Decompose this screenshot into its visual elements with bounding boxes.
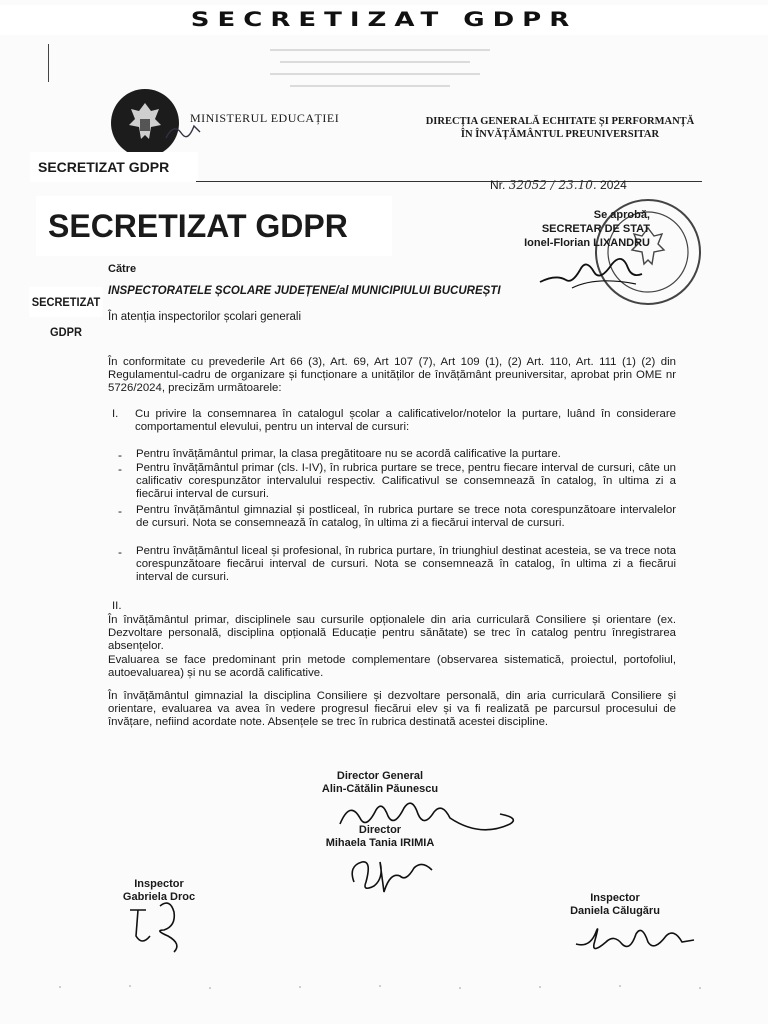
attention-line: În atenția inspectorilor școlari generali (108, 311, 302, 323)
approval-line-3: Ionel-Florian LIXANDRU (524, 237, 650, 249)
section-1-heading: Cu privire la consemnarea în catalogul școlar a calificativelor/notelor la purtare, luând în considerare comportamentul elevului, pentru un interval de cursuri: (135, 408, 676, 433)
gdpr-redaction-banner: SECRETIZAT GDPR (0, 5, 768, 35)
director-general-block (300, 770, 460, 796)
inspector-1-title: Inspector (134, 878, 184, 890)
director-general-name: Alin-Cătălin Păunescu (321, 783, 439, 795)
nr-label: Nr. (490, 178, 506, 192)
section-2-text-1: În învățământul primar, disciplinele sau cursurile opționalele din aria curriculară Consiliere și orientare (ex. Dezvoltare personală, disciplina opțională Educație pentru sănătate) se trec în catalog pentru înregistrarea absențelor. (108, 614, 676, 652)
director-name: Mihaela Tania IRIMIA (325, 837, 435, 849)
nr-value: 32052 / 23.10. (508, 178, 597, 192)
bleed-through-text (270, 44, 500, 90)
gdpr-stamp-small: SECRETIZAT GDPR (30, 152, 198, 182)
ministry-name: MINISTERUL EDUCAȚIEI (190, 111, 340, 125)
section-2-text-2: Evaluarea se face predominant prin metode complementare (observarea sistematică, proiectul, portofoliul, autoevaluarea) și nu se acordă calificative. (108, 654, 676, 679)
list-item: Pentru învățământul liceal și profesional, în rubrica purtare, în triunghiul destinat acesteia, se va trece nota corespunzătoare fiecărui interval de cursuri. Nota se consemnează în catalog, în ultima zi a fiecărui interval de cursuri. (136, 545, 676, 583)
approval-line-1: Se aprobă, (593, 209, 650, 221)
bullet-dash: - (118, 545, 122, 559)
intro-text: În conformitate cu prevederile Art 66 (3), Art. 69, Art 107 (7), Art 109 (1), (2) Art. 110, Art. 111 (1) (2) din Regulamentul-cadru de organizare și funcționare a unităților de învățământ preuniversitar, aprobat prin OME nr 5726/2024, precizăm următoarele: (108, 356, 676, 394)
inspector-2-name: Daniela Călugăru (570, 905, 660, 917)
approval-line-2: SECRETAR DE STAT (541, 223, 650, 235)
inspector-2-signature (570, 914, 700, 962)
section-2-paragraph-3 (108, 690, 676, 729)
list-item: Pentru învățământul primar, la clasa pregătitoare nu se acordă calificative la purtare. (136, 448, 561, 460)
bullet-dash: - (118, 504, 122, 518)
directorate-line-2: ÎN ÎNVĂȚĂMÂNTUL PREUNIVERSITAR (460, 129, 660, 140)
director-title: Director (358, 824, 402, 836)
inspector-2-title: Inspector (590, 892, 640, 904)
directorate-line-1: DIRECȚIA GENERALĂ ECHITATE ȘI PERFORMANȚĂ (425, 116, 695, 127)
director-block (300, 824, 460, 850)
intro-paragraph (108, 356, 676, 395)
list-item: Pentru învățământul primar (cls. I-IV), în rubrica purtare se trece, pentru fiecare interval de cursuri, câte un calificativ corespunzător intervalului respectiv. Calificativul se consemnează în catalog, în ultima zi a fiecărui interval de cursuri. (136, 462, 676, 500)
margin-mark (48, 44, 49, 82)
gdpr-stamp-large: SECRETIZAT GDPR (36, 196, 392, 256)
section-2-paragraph-2 (108, 654, 676, 680)
inspector-1-name: Gabriela Droc (122, 891, 196, 903)
list-item: Pentru învățământul gimnazial și postliceal, în rubrica purtare se trece nota corespunzătoare intervalelor de cursuri. Nota se consemnează în catalog, în ultima zi a fiecărui interval de cursuri. (136, 504, 676, 529)
registration-number (490, 178, 627, 192)
inspector-1-signature (124, 896, 204, 956)
bullet-dash: - (118, 448, 122, 462)
director-general-title: Director General (336, 770, 424, 782)
bullet-dash: - (118, 462, 122, 476)
address-to: Către (108, 263, 137, 275)
section-2-paragraph-1 (108, 614, 676, 653)
gdpr-stamp-side: SECRETIZAT GDPR (29, 287, 103, 317)
section-2-text-3: În învățământul gimnazial la disciplina Consiliere și dezvoltare personală, din aria curriculară Consiliere și orientare, evaluarea va avea în vedere progresul fiecărui elev și va fi realizată pe parcursul procesului de învățare, nefiind acordate note. Absențele se trec în rubrica destinată acestei discipline. (108, 690, 676, 728)
state-secretary-signature (536, 244, 646, 290)
section-1-number: I. (112, 408, 119, 420)
director-signature (344, 852, 444, 896)
section-2-number: II. (112, 600, 122, 612)
recipient: INSPECTORATELE ȘCOLARE JUDEȚENE/al MUNICIPIULUI BUCUREȘTI (108, 285, 501, 297)
directorate-name (420, 115, 700, 141)
nr-year: 2024 (600, 178, 627, 192)
scan-noise (40, 982, 740, 992)
